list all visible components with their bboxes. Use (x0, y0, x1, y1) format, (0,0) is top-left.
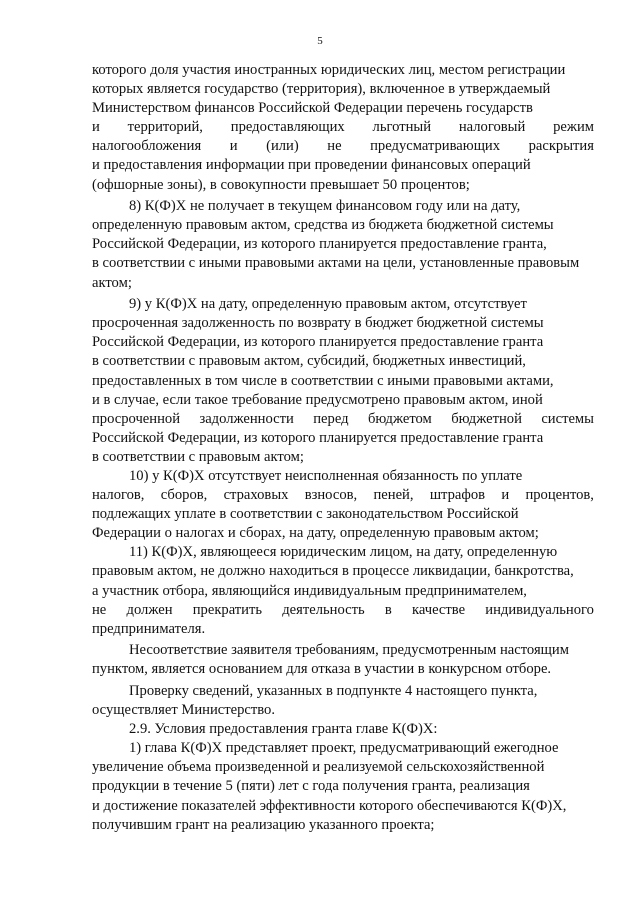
word: качестве (411, 601, 466, 618)
word: задолженности (199, 410, 294, 427)
text-line: продукции в течение 5 (пяти) лет с года получения гранта, реализация (92, 778, 530, 795)
word: взносов, (304, 487, 358, 504)
text-line: и в случае, если такое требование предусмотрено правовым актом, иной (92, 391, 543, 408)
paragraph-continuation (92, 61, 594, 195)
section-heading-2-9 (92, 720, 594, 739)
text-line: 10) у К(Ф)Х отсутствует неисполненная обязанность по уплате (129, 467, 523, 484)
word: налогообложения (92, 138, 202, 155)
text-line: предоставленных в том числе в соответствии с иными правовыми актами, (92, 372, 554, 389)
text-line: в соответствии с иными правовыми актами на цели, установленные правовым (92, 255, 580, 272)
text-line (92, 601, 594, 620)
word: и (92, 119, 100, 136)
word: сборов, (160, 487, 208, 504)
word: режим (553, 119, 594, 136)
word: прекратить (192, 601, 263, 618)
paragraph-verification (92, 682, 594, 720)
page-number: 5 (317, 35, 323, 47)
text-line: 11) К(Ф)Х, являющееся юридическим лицом, на дату, определенную (129, 544, 558, 561)
text-line: пунктом, является основанием для отказа в участии в конкурсном отборе. (92, 661, 552, 678)
text-line: в соответствии с правовым актом; (92, 448, 304, 465)
word: и (229, 138, 238, 155)
word: (или) (266, 138, 299, 155)
word: системы (541, 410, 594, 427)
text-line: и достижение показателей эффективности которого обеспечиваются К(Ф)Х, (92, 797, 567, 814)
text-line: Федерации о налогах и сборах, на дату, определенную правовым актом; (92, 525, 539, 542)
word: льготный (372, 119, 432, 136)
text-line: Российской Федерации, из которого планируется предоставление гранта, (92, 236, 547, 253)
word: налогов, (92, 487, 145, 504)
text-line: подлежащих уплате в соответствии с законодательством Российской (92, 506, 519, 523)
document-body (92, 61, 594, 835)
text-line (92, 410, 594, 429)
word: пеней, (373, 487, 414, 504)
text-line: правовым актом, не должно находиться в процессе ликвидации, банкротства, (92, 563, 574, 580)
paragraph-non-compliance (92, 641, 594, 679)
text-line: актом; (92, 274, 132, 291)
list-item-11 (92, 543, 594, 638)
text-line: 9) у К(Ф)Х на дату, определенную правовым актом, отсутствует (129, 296, 527, 313)
word: процентов, (525, 487, 594, 504)
word: территорий, (127, 119, 203, 136)
word: и (501, 487, 510, 504)
word: не (327, 138, 342, 155)
text-line (92, 137, 594, 156)
text-line (92, 486, 594, 505)
text-line: получившим грант на реализацию указанного проекта; (92, 816, 435, 833)
word: индивидуального (485, 601, 594, 618)
text-line: Министерством финансов Российской Федерации перечень государств (92, 100, 533, 117)
word: бюджетной (451, 410, 522, 427)
word: предоставляющих (230, 119, 345, 136)
text-line: осуществляет Министерство. (92, 702, 275, 719)
word: должен (126, 601, 173, 618)
text-line: 8) К(Ф)Х не получает в текущем финансовом году или на дату, (129, 198, 521, 215)
word: штрафов (429, 487, 486, 504)
text-line: Проверку сведений, указанных в подпункте 4 настоящего пункта, (129, 683, 538, 699)
text-line: предпринимателя. (92, 620, 206, 637)
list-item-9 (92, 295, 594, 467)
text-line: (офшорные зоны), в совокупности превышает 50 процентов; (92, 176, 470, 193)
word: деятельность (282, 601, 365, 618)
list-item-10 (92, 467, 594, 543)
word: предусматривающих (370, 138, 501, 155)
text-line: которого доля участия иностранных юридических лиц, местом регистрации (92, 62, 566, 78)
word: бюджетом (367, 410, 432, 427)
text-line (92, 118, 594, 137)
text-line: увеличение объема произведенной и реализуемой сельскохозяйственной (92, 759, 545, 776)
list-item-8 (92, 197, 594, 292)
text-line: определенную правовым актом, средства из бюджета бюджетной системы (92, 217, 554, 234)
word: страховых (223, 487, 289, 504)
text-line: которых является государство (территория), включенное в утверждаемый (92, 81, 551, 98)
word: налоговый (458, 119, 526, 136)
text-line: Несоответствие заявителя требованиям, предусмотренным настоящим (129, 642, 569, 659)
word: просроченной (92, 410, 181, 427)
condition-item-1 (92, 739, 594, 834)
word: перед (313, 410, 349, 427)
text-line: в соответствии с правовым актом, субсидий, бюджетных инвестиций, (92, 353, 526, 370)
text-line: Российской Федерации, из которого планируется предоставление гранта (92, 334, 544, 351)
text-line: а участник отбора, являющийся индивидуальным предпринимателем, (92, 582, 527, 599)
word: не (92, 601, 107, 618)
text-line: 2.9. Условия предоставления гранта главе К(Ф)Х: (129, 721, 438, 738)
text-line: и предоставления информации при проведении финансовых операций (92, 157, 531, 174)
text-line: 1) глава К(Ф)Х представляет проект, предусматривающий ежегодное (129, 740, 559, 757)
text-line: просроченная задолженность по возврату в бюджет бюджетной системы (92, 315, 544, 332)
word: раскрытия (528, 138, 594, 155)
text-line: Российской Федерации, из которого планируется предоставление гранта (92, 429, 544, 446)
word: в (384, 601, 392, 618)
